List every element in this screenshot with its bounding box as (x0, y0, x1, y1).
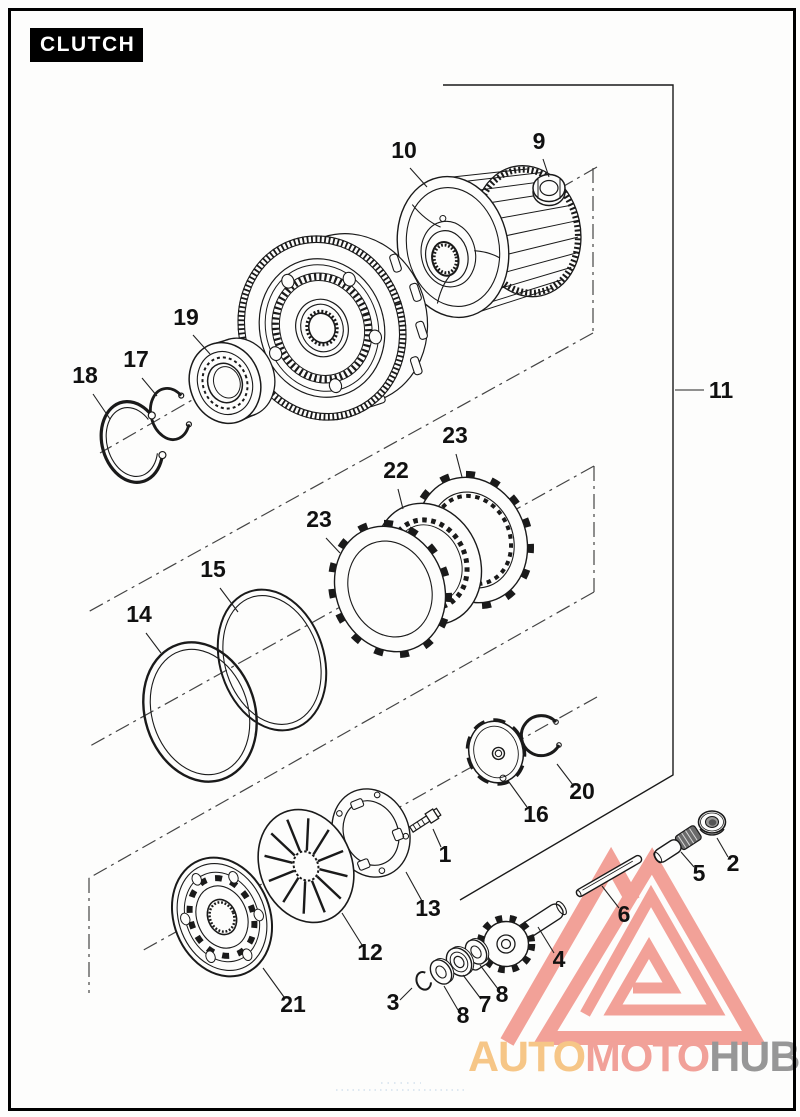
automotohub-brand-text: AUTOMOTOHUB (468, 1033, 800, 1081)
callout-17: 17 (123, 346, 149, 372)
adjuster-screw-part-1 (408, 807, 441, 834)
nut-part-2 (699, 811, 726, 835)
callout-22: 22 (383, 457, 409, 483)
retaining-clip-part-3 (414, 970, 433, 991)
callout-2: 2 (726, 850, 740, 876)
callout-8a: 8 (456, 1002, 470, 1028)
callout-16: 16 (523, 801, 549, 827)
callout-23b: 23 (306, 506, 332, 532)
callout-5: 5 (692, 860, 706, 886)
callout-11: 11 (708, 377, 734, 403)
circlip-part-20 (521, 716, 561, 756)
automotohub-logo-icon (507, 861, 754, 1042)
callout-12: 12 (357, 939, 383, 965)
nut-part-9 (533, 175, 565, 206)
retaining-ring-part-18 (92, 395, 171, 490)
page-title (30, 28, 143, 62)
callout-18: 18 (72, 362, 98, 388)
callout-3: 3 (386, 989, 400, 1015)
callout-14: 14 (126, 601, 152, 627)
callout-9: 9 (532, 128, 546, 154)
callout-7: 7 (478, 991, 492, 1017)
callout-13: 13 (415, 895, 441, 921)
callout-19: 19 (173, 304, 199, 330)
callout-23a: 23 (442, 422, 468, 448)
seal-ring-part-15 (200, 575, 343, 744)
callout-4: 4 (552, 946, 566, 972)
callout-21: 21 (280, 991, 306, 1017)
release-plate-part-16 (461, 714, 532, 790)
callout-10: 10 (391, 137, 417, 163)
page-title-text: CLUTCH (40, 33, 136, 56)
callout-6: 6 (617, 901, 631, 927)
callout-1: 1 (438, 841, 452, 867)
callout-15: 15 (200, 556, 226, 582)
callout-8b: 8 (495, 981, 509, 1007)
automotohub-watermark (336, 861, 799, 1090)
callout-20: 20 (569, 778, 595, 804)
faint-url-watermark (336, 1083, 468, 1090)
